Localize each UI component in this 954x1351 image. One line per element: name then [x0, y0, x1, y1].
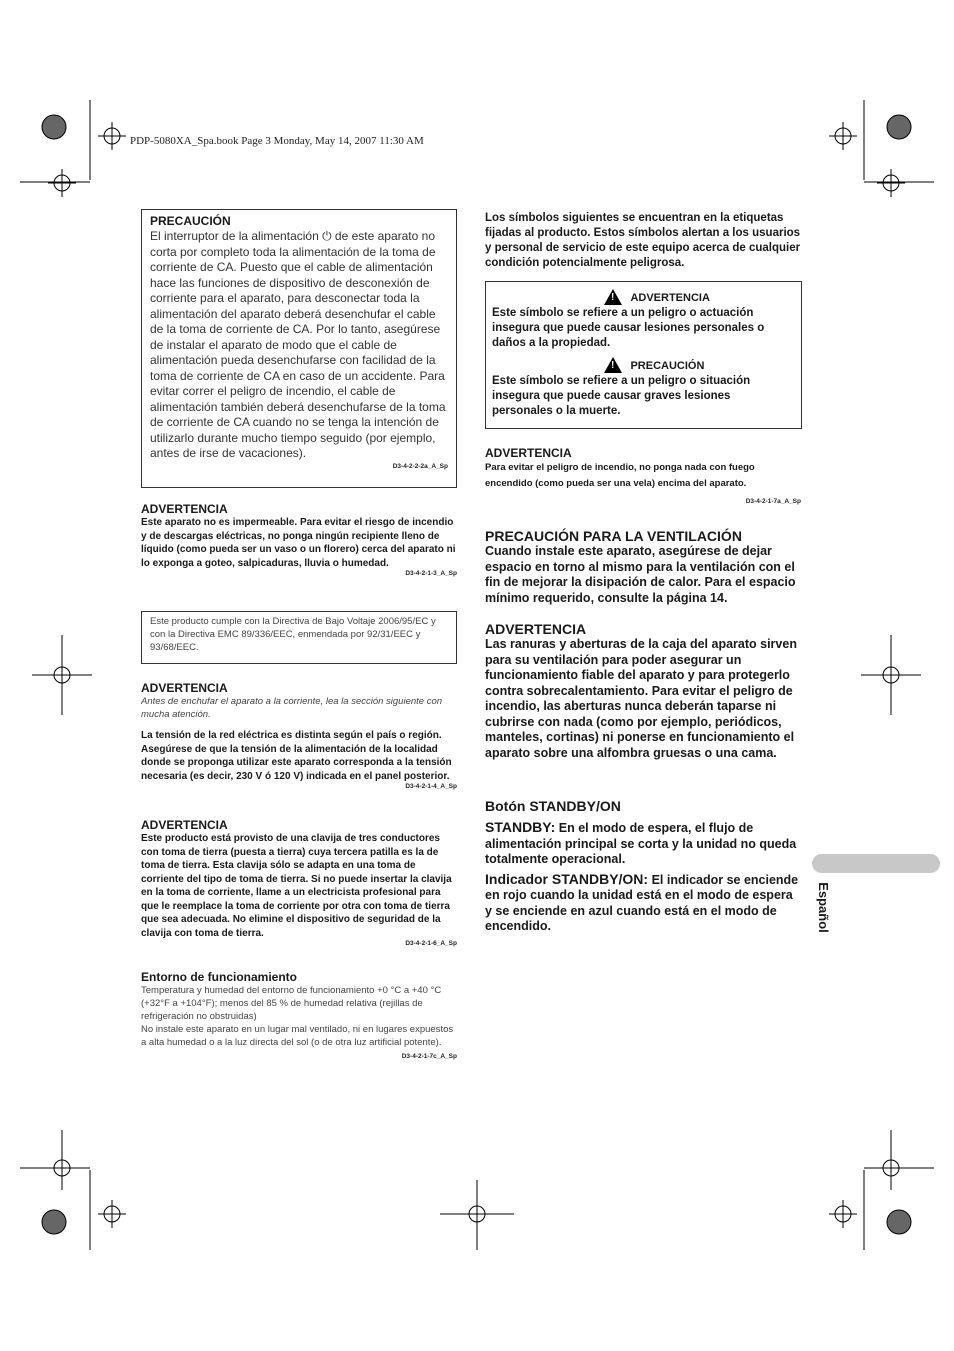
fire-warning	[485, 446, 801, 505]
warning-intro: Antes de enchufar el aparato a la corriente, lea la sección siguiente con mucha atención.	[141, 696, 443, 720]
fire-warning-code: D3-4-2-1-7a_A_Sp	[745, 498, 801, 505]
warning-triangle-icon	[604, 357, 622, 373]
warning-code: D3-4-2-1-4_A_Sp	[405, 783, 457, 790]
environment-code: D3-4-2-1-7c_A_Sp	[401, 1053, 457, 1060]
environment-text-2: No instale este aparato en un lugar mal ventilado, ni en lugares expuestos a alta humedad o a la luz directa del sol (o de otra luz artificial potente).	[141, 1024, 454, 1048]
indicator-paragraph	[485, 872, 803, 935]
environment-title: Entorno de funcionamiento	[141, 970, 297, 984]
fire-warning-title: ADVERTENCIA	[485, 446, 572, 460]
standby-text: En el modo de espera, el flujo de alimentación principal se corta y la unidad no queda totalmente operacional.	[485, 821, 797, 866]
warning-plug	[141, 818, 457, 947]
language-label-text: Español	[815, 882, 831, 933]
caution-text: Este símbolo se refiere a un peligro o situación insegura que puede causar graves lesiones personales o la muerte.	[492, 375, 751, 417]
slots-warning	[485, 621, 803, 761]
warning-text: Este aparato no es impermeable. Para evitar el riesgo de incendio y de descargas eléctricas, no ponga ningún recipiente lleno de líquido (como pueda ser un vaso o un florero) cerca del aparato ni lo exponga a goteo, salpicaduras, lluvia o humedad.	[141, 517, 456, 569]
warning-text: La tensión de la red eléctrica es distinta según el país o región. Asegúrese de que la tensión de la alimentación de la localidad donde se proponga utilizar este aparato corresponda a la tensión necesaria (es decir, 230 V ó 120 V) indicada en el panel posterior.	[141, 730, 452, 782]
caution-label: PRECAUCIÓN	[630, 360, 705, 372]
indicator-text: El indicador se enciende en rojo cuando la unidad está en el modo de espera y se enciende en azul cuando está en el modo de encendido.	[485, 872, 799, 933]
language-label	[816, 880, 838, 940]
warning-triangle-icon	[604, 289, 622, 305]
environment-text-1: Temperatura y humedad del entorno de funcionamiento +0 °C a +40 °C (+32°F a +104°F); menos del 85 % de humedad relativa (rejillas de refrigeración no obstruidas)	[141, 985, 442, 1022]
symbol-box	[485, 281, 802, 429]
slots-warning-title: ADVERTENCIA	[485, 621, 587, 637]
warning-text: Este producto está provisto de una clavija de tres conductores con toma de tierra (puesta a tierra) cuya tercera patilla es la de toma de tierra. Esta clavija sólo se adapta en una toma de corriente del tipo de toma de tierra. Si no puede insertar la clavija en la toma de corriente, llame a un electricista profesional para que le reemplace la toma de corriente por otra con toma de tierra que sea adecuada. No elimine el dispositivo de seguridad de la clavija con toma de tierra.	[141, 833, 452, 939]
directive-text: Este producto cumple con la Directiva de Bajo Voltaje 2006/95/EC y con la Directiva EMC 89/336/EEC, enmendada por 92/31/EEC y 93/68/EEC.	[150, 616, 436, 653]
standby-title: Botón STANDBY/ON	[485, 798, 621, 814]
caution-label-row	[604, 356, 704, 374]
slots-warning-text: Las ranuras y aberturas de la caja del aparato sirven para su ventilación para poder asegurar un funcionamiento fiable del aparato y para protegerlo contra sobrecalentamiento. Para evitar el peligro de incendio, las aberturas nunca deberán taparse ni cubrirse con nada (como por ejemplo, periódicos, manteles, cortinas) ni ponerse en funcionamiento el aparato sobre una alfombra gruesas o una cama.	[485, 637, 797, 760]
ventilation-section	[485, 528, 803, 606]
caution-box	[141, 209, 457, 488]
directive-box	[141, 611, 457, 664]
warning-voltage	[141, 681, 457, 790]
symbols-intro: Los símbolos siguientes se encuentran en la etiquetas fijadas al producto. Estos símbolos alertan a los usuarios y personal de servicio de este equipo acerca de cualquier condición potencialmente peligrosa.	[485, 212, 801, 269]
warning-waterproof	[141, 502, 457, 577]
standby-paragraph	[485, 820, 803, 868]
ventilation-title: PRECAUCIÓN PARA LA VENTILACIÓN	[485, 528, 742, 544]
warn-text: Este símbolo se refiere a un peligro o actuación insegura que puede causar lesiones personales o daños a la propiedad.	[492, 307, 765, 349]
standby-section	[485, 798, 803, 935]
indicator-label: Indicador STANDBY/ON:	[485, 870, 649, 887]
warning-code: D3-4-2-1-6_A_Sp	[405, 940, 457, 947]
ventilation-text: Cuando instale este aparato, asegúrese de dejar espacio en torno al mismo para la ventilación con el fin de mejorar la disipación de calor. Para el espacio mínimo requerido, consulte la página 14.	[485, 544, 796, 605]
caution-code: D3-4-2-2-2a_A_Sp	[392, 463, 448, 470]
fire-warning-text: Para evitar el peligro de incendio, no ponga nada con fuego encendido (como pueda ser una vela) encima del aparato.	[485, 462, 755, 489]
warning-title: ADVERTENCIA	[141, 502, 228, 516]
standby-label: STANDBY:	[485, 819, 556, 835]
caution-text: El interruptor de la alimentación ⏻ de este aparato no corta por completo toda la alimentación de la toma de corriente de CA. Puesto que el cable de alimentación hace las funciones de dispositivo de desconexión de corriente para el aparato, para desconectar toda la alimentación del aparato deberá desenchufar el cable de la toma de corriente de CA. Por lo tanto, asegúrese de instalar el aparato de modo que el cable de alimentación pueda desenchufarse con facilidad de la toma de corriente de CA en caso de un accidente. Para evitar correr el peligro de incendio, el cable de alimentación también deberá desenchufarse de la toma de corriente de CA cuando no se tenga la intención de utilizarlo durante mucho tiempo seguido (por ejemplo, antes de irse de vacaciones).	[150, 229, 446, 460]
caution-title: PRECAUCIÓN	[150, 214, 231, 228]
warn-label: ADVERTENCIA	[630, 292, 710, 304]
language-tab	[812, 854, 940, 873]
warning-title: ADVERTENCIA	[141, 818, 228, 832]
warning-title: ADVERTENCIA	[141, 681, 228, 695]
environment-section	[141, 970, 457, 1060]
warn-label-row	[604, 288, 710, 306]
page-header: PDP-5080XA_Spa.book Page 3 Monday, May 14, 2007 11:30 AM	[130, 135, 424, 147]
warning-code: D3-4-2-1-3_A_Sp	[405, 570, 457, 577]
